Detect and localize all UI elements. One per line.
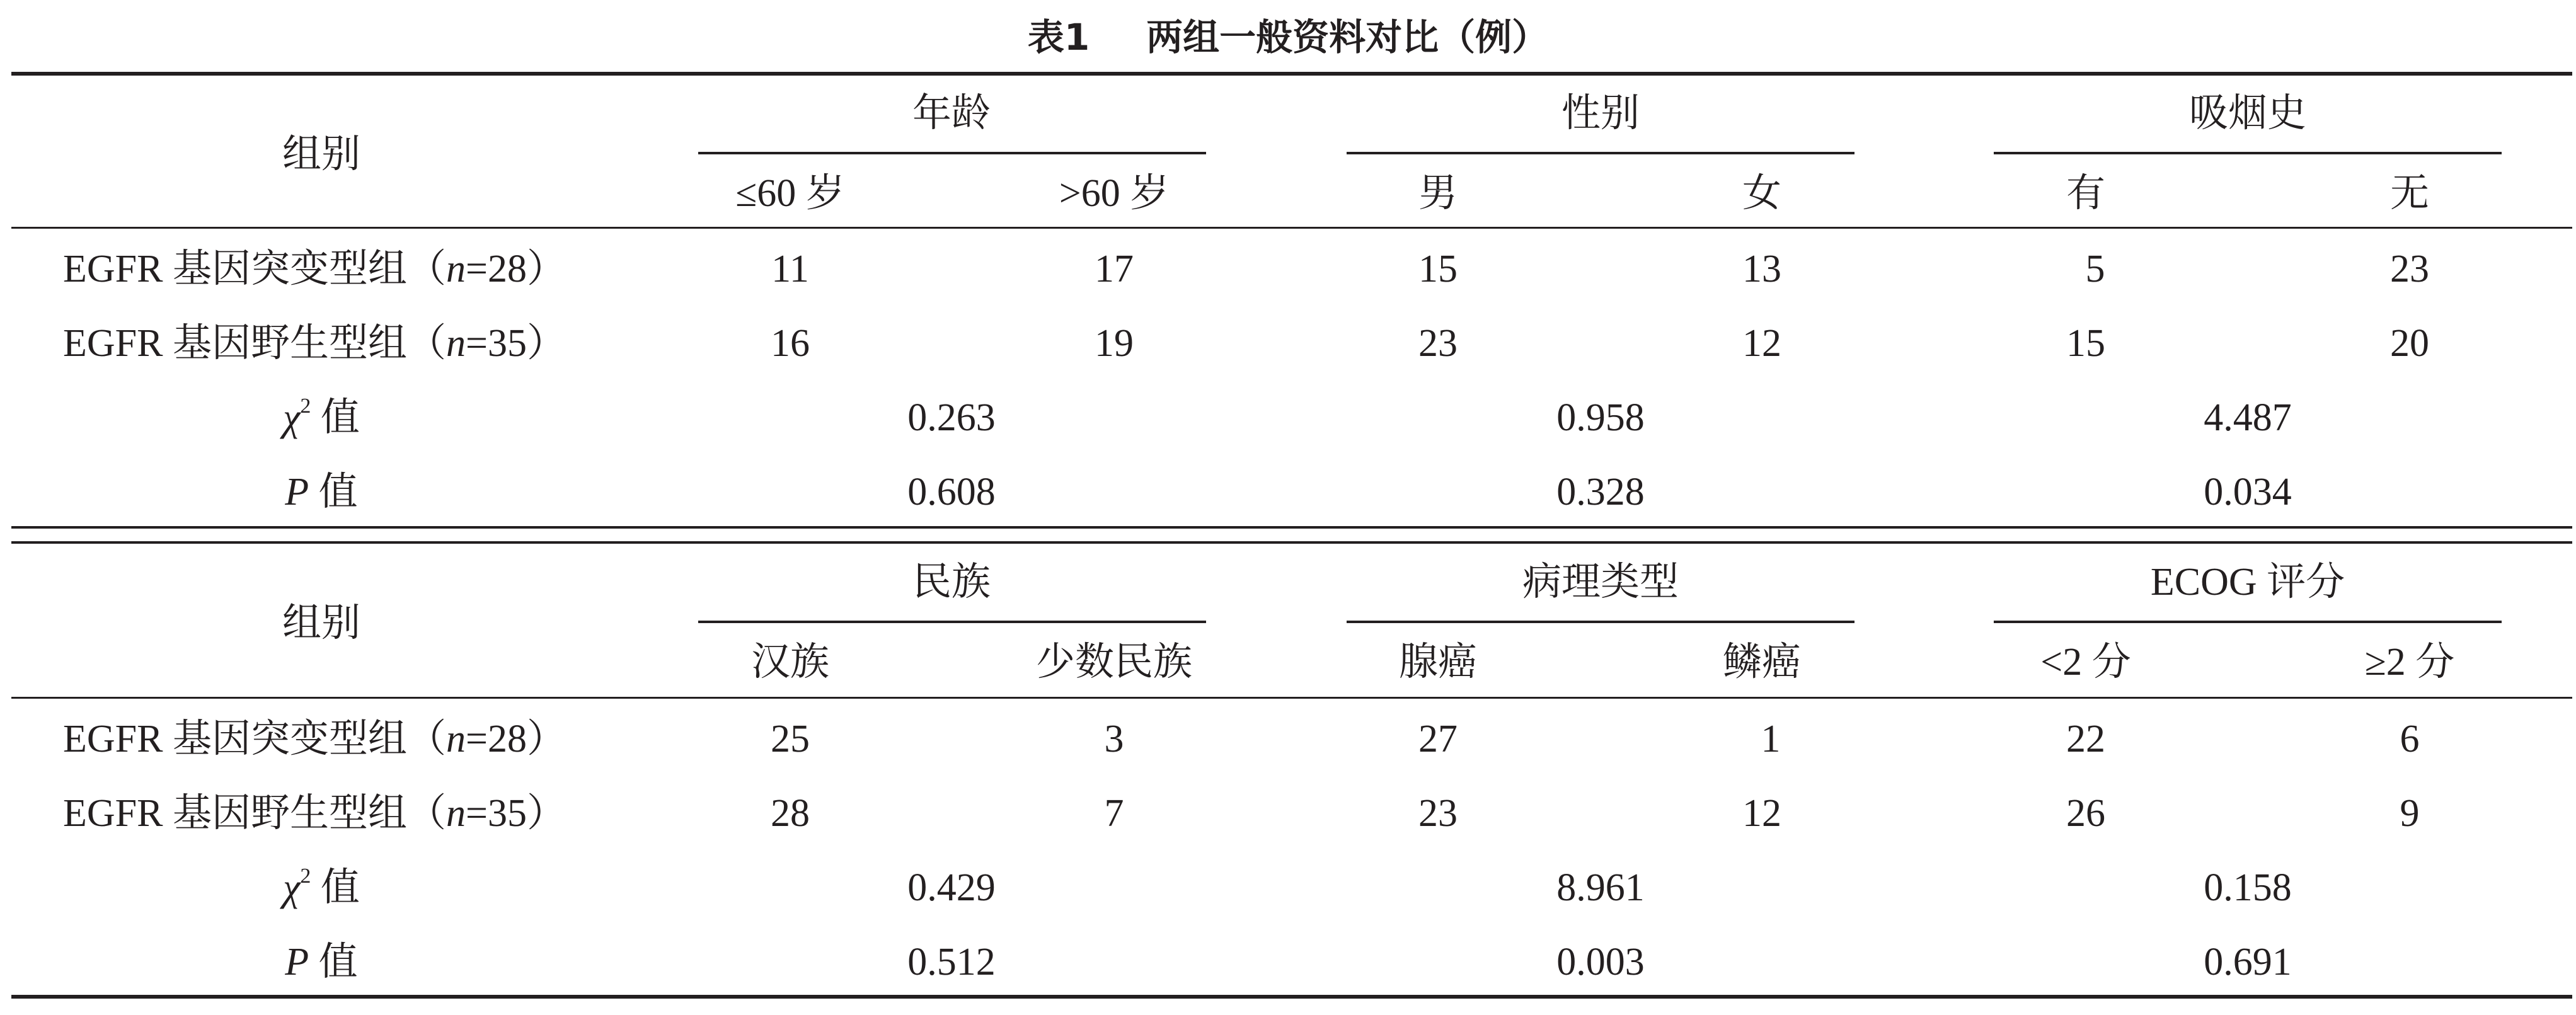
- col-group-header: 民族: [912, 561, 991, 604]
- table-cell: 28: [771, 792, 810, 835]
- col-group-header: ECOG 评分: [2150, 561, 2345, 604]
- col-group-header: 年龄: [912, 92, 991, 135]
- row-label-mutant: EGFR 基因突变型组（n=28）: [63, 718, 566, 760]
- sub-header: 男: [1418, 172, 1458, 215]
- row-label-p: P 值: [285, 941, 358, 983]
- chi-value: 0.958: [1556, 396, 1645, 439]
- table-cell: 16: [771, 322, 810, 365]
- table-cell: 19: [1095, 322, 1134, 365]
- table-cell: 23: [1418, 322, 1458, 365]
- sub-header: >60 岁: [1059, 172, 1170, 215]
- header-underline: [698, 621, 1206, 623]
- section-divider-upper: [11, 526, 2572, 529]
- table-cell: 6: [2400, 718, 2420, 760]
- sub-header: 有: [2066, 172, 2106, 215]
- header2-bottom-rule: [11, 697, 2572, 699]
- chi-value: 4.487: [2204, 396, 2292, 439]
- header-underline: [698, 152, 1206, 154]
- row-label-wild: EGFR 基因野生型组（n=35）: [63, 792, 566, 835]
- table-cell: 22: [2066, 718, 2105, 760]
- table-cell: 1: [1761, 718, 1781, 760]
- table-cell: 15: [2066, 322, 2105, 365]
- table-cell: 12: [1742, 792, 1781, 835]
- sub-header: 腺癌: [1398, 641, 1478, 684]
- col-group-header: 病理类型: [1522, 561, 1679, 604]
- group-column-header: 组别: [282, 133, 361, 176]
- header-underline: [1994, 621, 2502, 623]
- table-cell: 20: [2390, 322, 2429, 365]
- row-label-p: P 值: [285, 471, 358, 513]
- sub-header: 少数民族: [1035, 641, 1193, 684]
- top-rule: [11, 72, 2572, 76]
- bottom-rule: [11, 995, 2572, 999]
- table-cell: 23: [1418, 792, 1458, 835]
- table-cell: 12: [1742, 322, 1781, 365]
- table-title: 两组一般资料对比（例）: [1146, 16, 1549, 59]
- p-value: 0.034: [2204, 471, 2292, 513]
- table-cell: 17: [1095, 248, 1134, 290]
- p-value: 0.512: [907, 941, 996, 983]
- table-cell: 7: [1104, 792, 1124, 835]
- p-value: 0.328: [1556, 471, 1645, 513]
- sub-header: 汉族: [750, 641, 830, 684]
- row-label-wild: EGFR 基因野生型组（n=35）: [63, 322, 566, 365]
- header-underline: [1347, 152, 1854, 154]
- sub-header: ≤60 岁: [735, 172, 845, 215]
- row-label-chi: $\chi^2$ 值: [283, 864, 360, 909]
- row-label-chi: $\chi^2$ 值: [283, 394, 360, 439]
- chi-value: 8.961: [1556, 866, 1645, 909]
- sub-header: 无: [2389, 172, 2430, 215]
- table-cell: 5: [2085, 248, 2105, 290]
- chi-value: 0.263: [907, 396, 996, 439]
- table-cell: 27: [1418, 718, 1458, 760]
- table-cell: 25: [771, 718, 810, 760]
- col-group-header: 吸烟史: [2188, 92, 2307, 135]
- header-underline: [1347, 621, 1854, 623]
- chi-value: 0.158: [2204, 866, 2292, 909]
- table-cell: 9: [2400, 792, 2420, 835]
- header-underline: [1994, 152, 2502, 154]
- sub-header: 鳞癌: [1722, 641, 1802, 684]
- sub-header: <2 分: [2040, 641, 2131, 684]
- sub-header: ≥2 分: [2364, 641, 2455, 684]
- p-value: 0.691: [2204, 941, 2292, 983]
- p-value: 0.003: [1556, 941, 1645, 983]
- table-cell: 11: [771, 248, 809, 290]
- table-cell: 26: [2066, 792, 2105, 835]
- group-column-header: 组别: [282, 602, 361, 645]
- p-value: 0.608: [907, 471, 996, 513]
- table-number: 表1: [1027, 16, 1090, 59]
- chi-value: 0.429: [907, 866, 996, 909]
- col-group-header: 性别: [1561, 92, 1640, 135]
- table-cell: 3: [1104, 718, 1124, 760]
- table-cell: 23: [2390, 248, 2429, 290]
- section-divider-lower: [11, 541, 2572, 544]
- row-label-mutant: EGFR 基因突变型组（n=28）: [63, 248, 566, 290]
- sub-header: 女: [1742, 172, 1782, 215]
- table-cell: 13: [1742, 248, 1781, 290]
- header-bottom-rule: [11, 227, 2572, 229]
- table-caption: [0, 9, 2576, 66]
- table-cell: 15: [1418, 248, 1458, 290]
